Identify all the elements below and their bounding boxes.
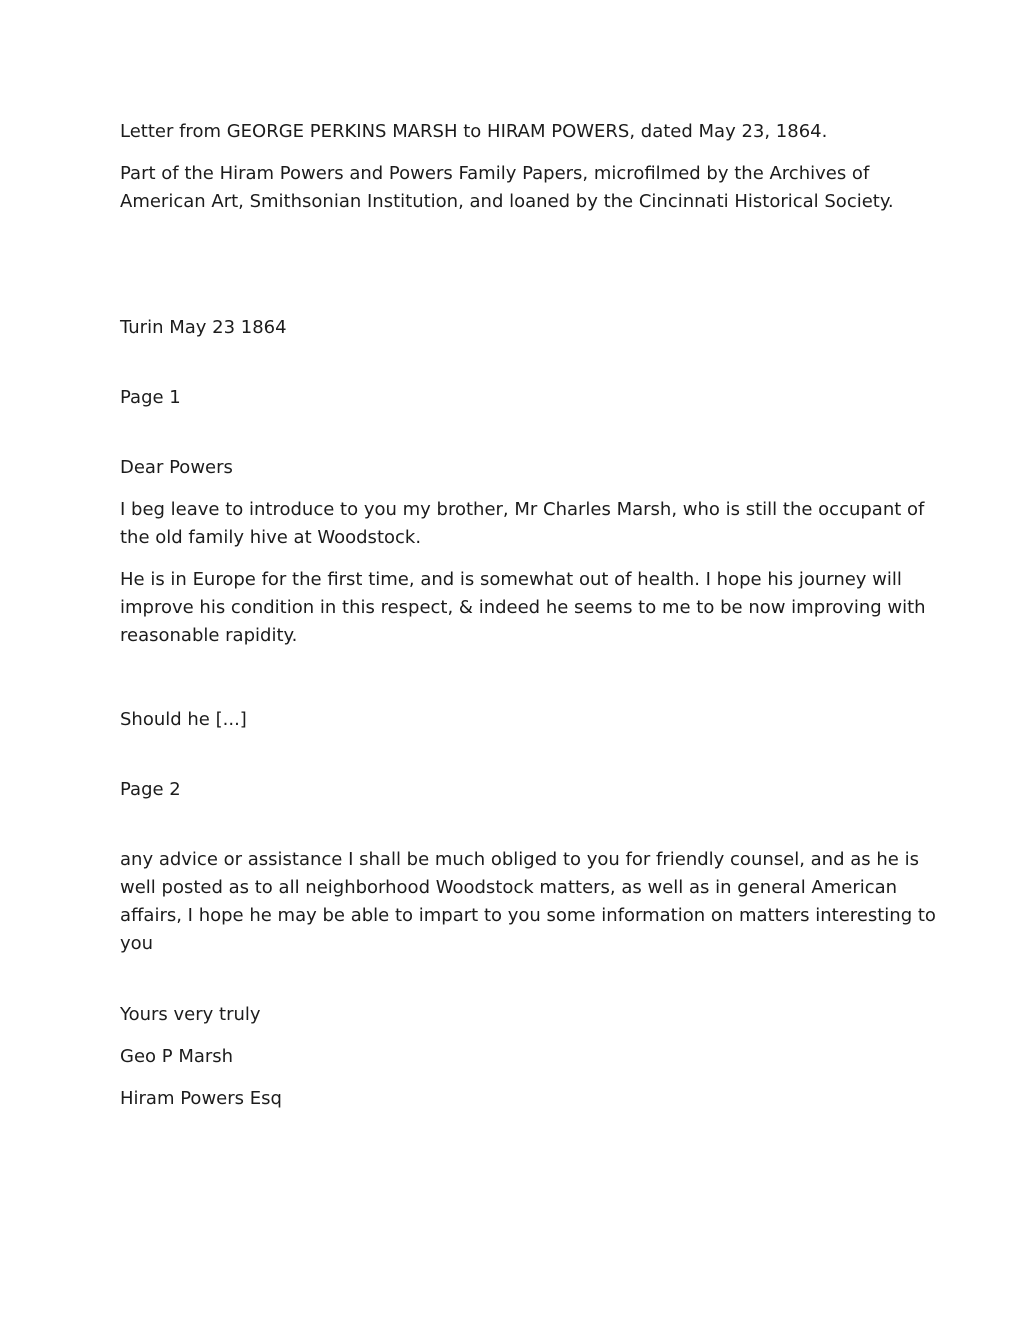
paragraph-line: any advice or assistance I shall be much obliged to you for friendly counsel, and as he is	[120, 849, 919, 870]
provenance-line: Part of the Hiram Powers and Powers Family Papers, microfilmed by the Archives of	[120, 163, 870, 184]
paragraph-line: well posted as to all neighborhood Woodstock matters, as well as in general American	[120, 877, 898, 898]
signature: Geo P Marsh	[120, 1046, 234, 1067]
closing: Yours very truly	[120, 1004, 261, 1025]
place-date: Turin May 23 1864	[120, 317, 287, 338]
paragraph-line: reasonable rapidity.	[120, 625, 298, 646]
paragraph-line: you	[120, 933, 154, 954]
paragraph-should-he: Should he [...]	[120, 709, 247, 730]
provenance-line: American Art, Smithsonian Institution, and loaned by the Cincinnati Historical Society.	[120, 191, 894, 212]
page-marker: Page 2	[120, 779, 181, 800]
document-title: Letter from GEORGE PERKINS MARSH to HIRAM POWERS, dated May 23, 1864.	[120, 121, 828, 142]
paragraph-line: the old family hive at Woodstock.	[120, 527, 422, 548]
salutation: Dear Powers	[120, 457, 233, 478]
paragraph-line: I beg leave to introduce to you my brother, Mr Charles Marsh, who is still the occupant of	[120, 499, 925, 520]
page-marker: Page 1	[120, 387, 181, 408]
paragraph-line: affairs, I hope he may be able to impart to you some information on matters interesting to	[120, 905, 936, 926]
addressee: Hiram Powers Esq	[120, 1088, 282, 1109]
paragraph-line: improve his condition in this respect, & indeed he seems to me to be now improving with	[120, 597, 926, 618]
paragraph-line: He is in Europe for the first time, and is somewhat out of health. I hope his journey will	[120, 569, 902, 590]
